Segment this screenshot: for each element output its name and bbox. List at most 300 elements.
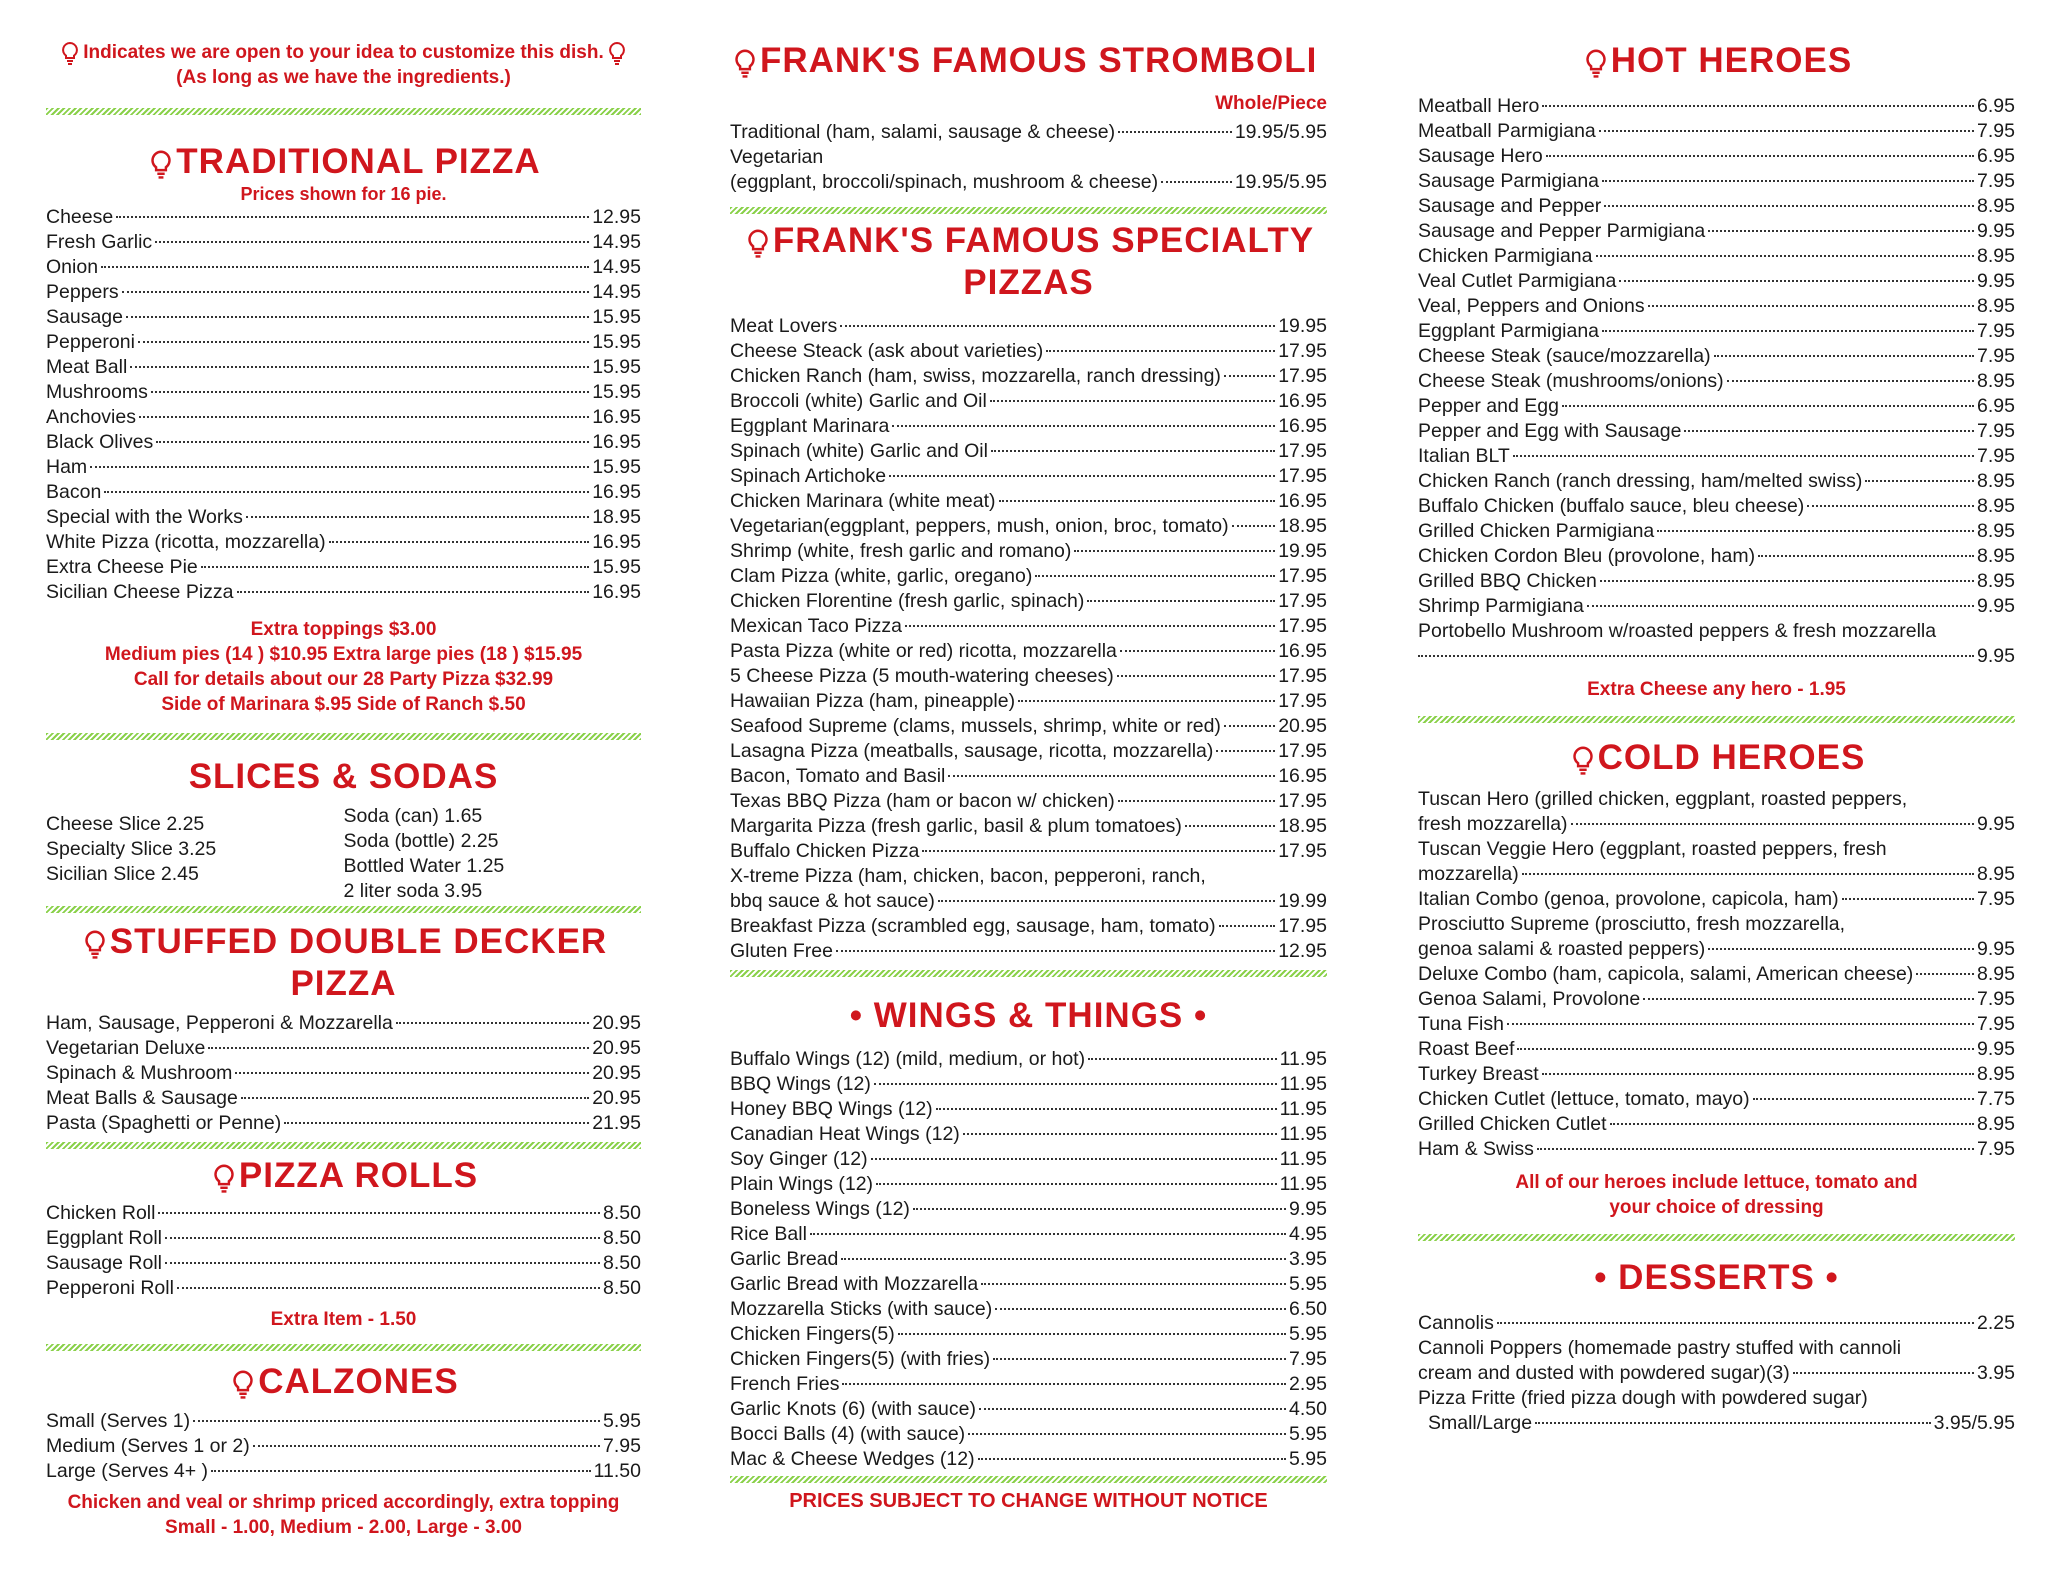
item-price: 6.95 [1977, 395, 2015, 417]
leader-dots [889, 475, 1275, 477]
item-name: Soy Ginger (12) [730, 1148, 868, 1170]
menu-item [46, 1201, 641, 1226]
item-price: 11.95 [1279, 1098, 1327, 1120]
item-name: Chicken Cutlet (lettuce, tomato, mayo) [1418, 1088, 1750, 1110]
item-name: Chicken Ranch (ranch dressing, ham/melted swiss) [1418, 470, 1863, 492]
menu-item [1418, 937, 2015, 962]
lightbulb-icon [213, 1163, 235, 1193]
leader-dots [158, 1212, 600, 1214]
item-name: BBQ Wings (12) [730, 1073, 871, 1095]
item-name: Large (Serves 4+ ) [46, 1460, 209, 1482]
item-price: 7.95 [1289, 1348, 1327, 1370]
leader-dots [810, 1233, 1286, 1235]
item-price: 8.95 [1977, 1063, 2015, 1085]
menu-item [1418, 1112, 2015, 1137]
pizza-rolls-note: Extra Item - 1.50 [270, 1309, 417, 1330]
leader-dots [1610, 1123, 1974, 1125]
menu-item [1418, 569, 2015, 594]
customize-note-line1: Indicates we are open to your idea to customize this dish. [83, 42, 604, 63]
item-name: Black Olives [46, 431, 154, 453]
menu-item [1418, 269, 2015, 294]
item-price: 15.95 [592, 456, 641, 478]
item-name: Vegetarian(eggplant, peppers, mush, onion, broc, tomato) [730, 515, 1229, 537]
leader-dots [990, 400, 1275, 402]
item-price: 17.95 [1278, 665, 1327, 687]
item-price: 16.95 [592, 581, 641, 603]
leader-dots [1522, 873, 1974, 875]
divider [46, 1142, 641, 1149]
item-name: Honey BBQ Wings (12) [730, 1098, 933, 1120]
item-name: Cheese Steack (ask about varieties) [730, 340, 1044, 362]
menu-item [730, 1372, 1327, 1397]
specialty-list [730, 314, 1327, 864]
menu-item-line: Tuscan Hero (grilled chicken, eggplant, roasted peppers, [1418, 788, 1908, 810]
menu-item-line: Tuscan Veggie Hero (eggplant, roasted peppers, fresh [1418, 838, 1887, 860]
item-price: 8.50 [603, 1202, 641, 1224]
customize-note-line2: (As long as we have the ingredients.) [176, 67, 511, 88]
leader-dots [1619, 280, 1974, 282]
item-name: Gluten Free [730, 940, 833, 962]
menu-item [730, 889, 1327, 914]
item-name: Chicken Florentine (fresh garlic, spinach) [730, 590, 1085, 612]
item-name: bbq sauce & hot sauce) [730, 890, 935, 912]
menu-item [730, 339, 1327, 364]
menu-item [730, 514, 1327, 539]
pizza-rolls-title [46, 1155, 641, 1197]
leader-dots [90, 466, 589, 468]
menu-item [730, 1197, 1327, 1222]
item-price: 14.95 [592, 231, 641, 253]
item-name: mozzarella) [1418, 863, 1519, 885]
item-name: Medium (Serves 1 or 2) [46, 1435, 250, 1457]
leader-dots [156, 441, 589, 443]
leader-dots [913, 1208, 1286, 1210]
menu-item [1418, 594, 2015, 619]
leader-dots [978, 1458, 1286, 1460]
item-price: 8.95 [1977, 495, 2015, 517]
desserts-title: • DESSERTS • [1594, 1258, 1839, 1297]
hot-heroes-title-text: HOT HEROES [1610, 41, 1853, 80]
divider [730, 1476, 1327, 1483]
menu-item [730, 439, 1327, 464]
item-price: 3.95 [1289, 1248, 1327, 1270]
menu-item [1418, 219, 2015, 244]
item-name: Mac & Cheese Wedges (12) [730, 1448, 975, 1470]
leader-dots [963, 1133, 1277, 1135]
menu-item-line: Pizza Fritte (fried pizza dough with powdered sugar) [1418, 1387, 1868, 1409]
specialty-list-2 [730, 914, 1327, 964]
leader-dots [1684, 430, 1974, 432]
menu-item [46, 305, 641, 330]
leader-dots [1916, 973, 1974, 975]
menu-item [730, 939, 1327, 964]
leader-dots [1118, 131, 1232, 133]
leader-dots [938, 900, 1275, 902]
leader-dots [104, 491, 589, 493]
menu-item [1418, 494, 2015, 519]
menu-item [730, 1047, 1327, 1072]
item-name: Spinach & Mushroom [46, 1062, 233, 1084]
item-price: 19.95 [1278, 315, 1327, 337]
menu-item [46, 530, 641, 555]
leader-dots [151, 391, 589, 393]
item-price: 2.95 [1289, 1373, 1327, 1395]
menu-item [1418, 419, 2015, 444]
menu-item [46, 330, 641, 355]
customize-note [46, 40, 641, 90]
item-name: Texas BBQ Pizza (ham or bacon w/ chicken) [730, 790, 1115, 812]
menu-item [1418, 144, 2015, 169]
leader-dots [1542, 105, 1974, 107]
leader-dots [1546, 155, 1974, 157]
item-name: Hawaiian Pizza (ham, pineapple) [730, 690, 1016, 712]
menu-item [46, 1226, 641, 1251]
item-price: 7.95 [1977, 888, 2015, 910]
item-price: 9.95 [1977, 220, 2015, 242]
item-price: 8.50 [603, 1227, 641, 1249]
item-price: 16.95 [1278, 765, 1327, 787]
item-name: Ham & Swiss [1418, 1138, 1534, 1160]
item-name: Pasta Pizza (white or red) ricotta, mozzarella [730, 640, 1117, 662]
menu-item [1418, 1311, 2015, 1336]
leader-dots [1087, 600, 1275, 602]
item-name: Pepperoni [46, 331, 135, 353]
lightbulb-icon [150, 149, 172, 179]
item-name: Turkey Breast [1418, 1063, 1539, 1085]
leader-dots [1600, 580, 1974, 582]
wings-title: • WINGS & THINGS • [849, 996, 1208, 1035]
item-price: 16.95 [592, 481, 641, 503]
menu-item [730, 1247, 1327, 1272]
item-name: Veal, Peppers and Onions [1418, 295, 1645, 317]
item-name: Cannolis [1418, 1312, 1494, 1334]
item-name: Deluxe Combo (ham, capicola, salami, American cheese) [1418, 963, 1914, 985]
item-price: 15.95 [592, 306, 641, 328]
menu-item [46, 555, 641, 580]
menu-item-line: X-treme Pizza (ham, chicken, bacon, pepperoni, ranch, [730, 865, 1206, 887]
item-name: Small/Large [1428, 1412, 1533, 1434]
leader-dots [898, 1333, 1286, 1335]
menu-item [1418, 1037, 2015, 1062]
leader-dots [948, 775, 1275, 777]
item-name: Breakfast Pizza (scrambled egg, sausage, ham, tomato) [730, 915, 1216, 937]
leader-dots [979, 1408, 1286, 1410]
leader-dots [840, 325, 1275, 327]
menu-item [46, 430, 641, 455]
item-name: Margarita Pizza (fresh garlic, basil & plum tomatoes) [730, 815, 1182, 837]
wings-list [730, 1047, 1327, 1472]
item-name: Bacon [46, 481, 102, 503]
menu-item [1418, 344, 2015, 369]
slices-sodas-title: SLICES & SODAS [188, 757, 499, 796]
calzones-list [46, 1409, 641, 1484]
cold-heroes-title-text: COLD HEROES [1597, 738, 1866, 777]
item-price: 11.95 [1279, 1048, 1327, 1070]
item-name: Mozzarella Sticks (with sauce) [730, 1298, 993, 1320]
item-price: 20.95 [592, 1062, 641, 1084]
item-name: Grilled Chicken Parmigiana [1418, 520, 1655, 542]
menu-item [730, 764, 1327, 789]
item-name: Broccoli (white) Garlic and Oil [730, 390, 987, 412]
item-price: 5.95 [603, 1410, 641, 1432]
leader-dots [892, 425, 1275, 427]
item-price: 17.95 [1278, 440, 1327, 462]
pizza-rolls-title-text: PIZZA ROLLS [238, 1156, 479, 1195]
menu-item [730, 614, 1327, 639]
item-price: 14.95 [592, 256, 641, 278]
specialty-title-text: FRANK'S FAMOUS SPECIALTY [772, 221, 1315, 260]
leader-dots [211, 1470, 591, 1472]
item-name: Clam Pizza (white, garlic, oregano) [730, 565, 1033, 587]
item-name: French Fries [730, 1373, 840, 1395]
leader-dots [126, 316, 589, 318]
menu-item [730, 639, 1327, 664]
item-name: Special with the Works [46, 506, 243, 528]
menu-item [1418, 812, 2015, 837]
item-price: 21.95 [592, 1112, 641, 1134]
item-price: 19.99 [1278, 890, 1327, 912]
menu-item [1418, 862, 2015, 887]
leader-dots [993, 1358, 1286, 1360]
leader-dots [1865, 480, 1974, 482]
menu-item [46, 1061, 641, 1086]
item-price: 9.95 [1977, 645, 2015, 667]
item-price: 6.95 [1977, 95, 2015, 117]
item-price: 16.95 [1278, 390, 1327, 412]
item-price: 20.95 [592, 1012, 641, 1034]
item-name: Cheese Steak (mushrooms/onions) [1418, 370, 1724, 392]
right-column [1418, 40, 2015, 1436]
item-price: 14.95 [592, 281, 641, 303]
item-name: Meat Lovers [730, 315, 838, 337]
item-name: Sausage and Pepper [1418, 195, 1602, 217]
item-price: 11.95 [1279, 1073, 1327, 1095]
leader-dots [1793, 1372, 1974, 1374]
lightbulb-icon [232, 1369, 254, 1399]
leader-dots [1517, 1048, 1974, 1050]
cold-heroes-list [1418, 962, 2015, 1162]
leader-dots [1643, 998, 1974, 1000]
menu-item-line: Cannoli Poppers (homemade pastry stuffed with cannoli [1418, 1337, 1902, 1359]
leader-dots [1513, 455, 1974, 457]
leader-dots [1118, 800, 1275, 802]
item-price: 8.95 [1977, 863, 2015, 885]
slice-item: Sicilian Slice 2.45 [46, 863, 199, 885]
menu-item [730, 564, 1327, 589]
item-name: Veal Cutlet Parmigiana [1418, 270, 1617, 292]
leader-dots [1537, 1148, 1974, 1150]
item-name: Chicken Fingers(5) (with fries) [730, 1348, 991, 1370]
leader-dots [396, 1022, 589, 1024]
menu-item [46, 1459, 641, 1484]
item-price: 5.95 [1289, 1448, 1327, 1470]
slice-item: Cheese Slice 2.25 [46, 813, 205, 835]
item-name: Pepper and Egg [1418, 395, 1559, 417]
item-price: 17.95 [1278, 565, 1327, 587]
item-name: Boneless Wings (12) [730, 1198, 910, 1220]
item-price: 8.95 [1977, 295, 2015, 317]
menu-item [730, 1072, 1327, 1097]
leader-dots [995, 1308, 1286, 1310]
leader-dots [138, 341, 589, 343]
item-name: Roast Beef [1418, 1038, 1515, 1060]
menu-item [730, 364, 1327, 389]
item-price: 16.95 [1278, 490, 1327, 512]
item-price: 16.95 [1278, 415, 1327, 437]
menu-item [46, 455, 641, 480]
item-price: 16.95 [1278, 640, 1327, 662]
leader-dots [1602, 180, 1974, 182]
item-price: 9.95 [1977, 270, 2015, 292]
item-name: Ham [46, 456, 88, 478]
lightbulb-icon [734, 48, 756, 78]
leader-dots [1708, 948, 1974, 950]
traditional-note-1: Extra toppings $3.00 [250, 619, 437, 640]
lightbulb-icon [1585, 48, 1607, 78]
item-name: Pepperoni Roll [46, 1277, 174, 1299]
traditional-note-3: Call for details about our 28 Party Pizza $32.99 [133, 669, 554, 690]
menu-item [1418, 319, 2015, 344]
menu-item [730, 464, 1327, 489]
item-price: 7.95 [1977, 345, 2015, 367]
leader-dots [1542, 1073, 1974, 1075]
menu-item [1418, 94, 2015, 119]
specialty-title-text-2: PIZZAS [963, 263, 1094, 302]
item-price: 8.95 [1977, 570, 2015, 592]
item-price: 8.50 [603, 1252, 641, 1274]
hot-heroes-list [1418, 94, 2015, 619]
cold-heroes-title [1418, 737, 2015, 779]
item-name: Meat Balls & Sausage [46, 1087, 238, 1109]
item-price: 8.95 [1977, 963, 2015, 985]
item-name: genoa salami & roasted peppers) [1418, 938, 1706, 960]
item-name: Shrimp Parmigiana [1418, 595, 1584, 617]
menu-item [46, 1086, 641, 1111]
prices-notice: PRICES SUBJECT TO CHANGE WITHOUT NOTICE [789, 1490, 1268, 1512]
leader-dots [116, 216, 589, 218]
leader-dots [968, 1433, 1286, 1435]
stromboli-subtitle: Whole/Piece [1215, 93, 1327, 114]
divider [1418, 1234, 2015, 1241]
soda-item: Soda (can) 1.65 [343, 805, 483, 827]
item-price: 8.95 [1977, 195, 2015, 217]
menu-item [46, 1276, 641, 1301]
item-price: 11.95 [1279, 1173, 1327, 1195]
leader-dots [1046, 350, 1275, 352]
menu-item [46, 230, 641, 255]
item-name: Cheese [46, 206, 114, 228]
item-name: Italian BLT [1418, 445, 1510, 467]
item-name: Small (Serves 1) [46, 1410, 191, 1432]
slices-sodas-list [46, 804, 641, 904]
item-name: Meatball Parmigiana [1418, 120, 1596, 142]
item-name: Rice Ball [730, 1223, 807, 1245]
item-price: 4.95 [1289, 1223, 1327, 1245]
menu-item [1418, 194, 2015, 219]
item-price: 17.95 [1278, 465, 1327, 487]
leader-dots [101, 266, 589, 268]
item-name: Seafood Supreme (clams, mussels, shrimp, white or red) [730, 715, 1221, 737]
slice-item: Specialty Slice 3.25 [46, 838, 217, 860]
item-price: 20.95 [592, 1087, 641, 1109]
leader-dots [1185, 825, 1275, 827]
menu-item [730, 789, 1327, 814]
leader-dots [1418, 655, 1974, 657]
item-name: Bocci Balls (4) (with sauce) [730, 1423, 966, 1445]
item-price: 17.95 [1278, 840, 1327, 862]
leader-dots [237, 591, 590, 593]
menu-item [1418, 544, 2015, 569]
leader-dots [208, 1047, 589, 1049]
item-name: Chicken Cordon Bleu (provolone, ham) [1418, 545, 1756, 567]
menu-item [730, 170, 1327, 195]
leader-dots [177, 1287, 600, 1289]
item-name: Sausage Roll [46, 1252, 162, 1274]
item-price: 7.95 [603, 1435, 641, 1457]
item-price: 7.95 [1977, 170, 2015, 192]
menu-item [730, 389, 1327, 414]
traditional-note-4: Side of Marinara $.95 Side of Ranch $.50 [161, 694, 526, 715]
menu-item [1418, 962, 2015, 987]
leader-dots [165, 1262, 600, 1264]
stuffed-pizza-title-text-2: PIZZA [290, 964, 397, 1003]
soda-item: 2 liter soda 3.95 [343, 880, 483, 902]
menu-item [1418, 1137, 2015, 1162]
item-name: Italian Combo (genoa, provolone, capicola, ham) [1418, 888, 1839, 910]
leader-dots [1074, 550, 1275, 552]
calzones-note-2: Small - 1.00, Medium - 2.00, Large - 3.00 [165, 1517, 522, 1538]
menu-item [46, 505, 641, 530]
item-name: Meatball Hero [1418, 95, 1540, 117]
leader-dots [1035, 575, 1275, 577]
leader-dots [1120, 650, 1275, 652]
leader-dots [1753, 1098, 1974, 1100]
menu-item [730, 1147, 1327, 1172]
item-name: Plain Wings (12) [730, 1173, 874, 1195]
stromboli-title-text: FRANK'S FAMOUS STROMBOLI [760, 41, 1318, 80]
menu-item [730, 1447, 1327, 1472]
item-price: 8.95 [1977, 470, 2015, 492]
item-name: Shrimp (white, fresh garlic and romano) [730, 540, 1072, 562]
menu-item [730, 839, 1327, 864]
item-price: 6.50 [1289, 1298, 1327, 1320]
leader-dots [1727, 380, 1974, 382]
leader-dots [1161, 181, 1232, 183]
menu-item [730, 1122, 1327, 1147]
item-name: Bacon, Tomato and Basil [730, 765, 946, 787]
leader-dots [1708, 230, 1974, 232]
item-price: 7.95 [1977, 120, 2015, 142]
item-name: Mushrooms [46, 381, 148, 403]
menu-item [1418, 294, 2015, 319]
item-price: 6.95 [1977, 145, 2015, 167]
item-name: Mexican Taco Pizza [730, 615, 902, 637]
leader-dots [130, 366, 589, 368]
item-name: Chicken Fingers(5) [730, 1323, 895, 1345]
item-price: 2.25 [1977, 1312, 2015, 1334]
menu-item [1418, 369, 2015, 394]
menu-item [1418, 119, 2015, 144]
item-price: 17.95 [1278, 365, 1327, 387]
menu-item [730, 664, 1327, 689]
item-price: 11.50 [593, 1460, 641, 1482]
item-price: 8.50 [603, 1277, 641, 1299]
item-price: 17.95 [1278, 790, 1327, 812]
item-price: 7.95 [1977, 445, 2015, 467]
item-price: 8.95 [1977, 545, 2015, 567]
item-price: 16.95 [592, 531, 641, 553]
menu-item [730, 1322, 1327, 1347]
